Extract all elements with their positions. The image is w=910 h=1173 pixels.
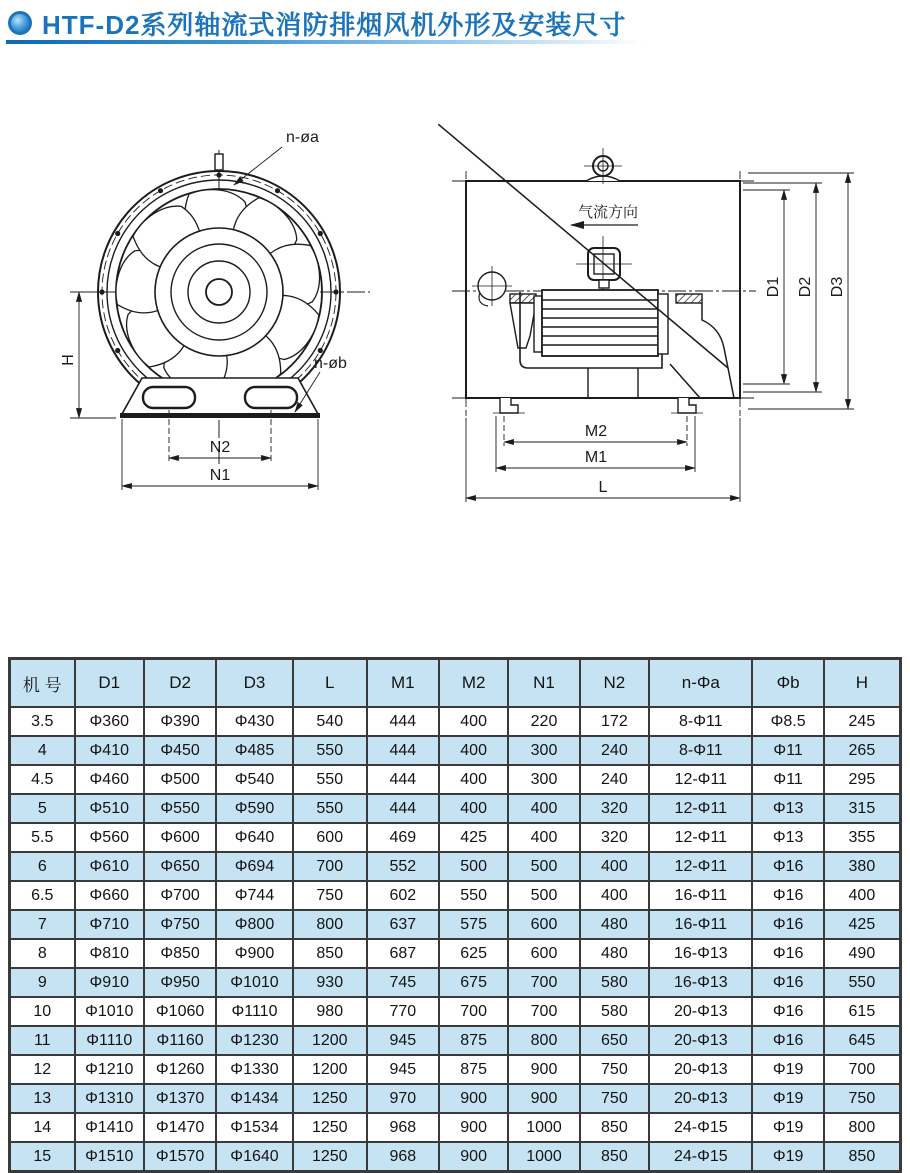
table-cell: 575 (439, 910, 508, 939)
table-cell: Φ1310 (75, 1084, 144, 1113)
table-cell: Φ19 (752, 1142, 823, 1172)
table-cell: Φ1060 (144, 997, 216, 1026)
table-cell: 8 (10, 939, 75, 968)
table-cell: 315 (824, 794, 901, 823)
column-header: N2 (580, 659, 649, 708)
table-cell: 13 (10, 1084, 75, 1113)
table-cell: 750 (293, 881, 367, 910)
table-cell: 700 (293, 852, 367, 881)
table-cell: 875 (439, 1026, 508, 1055)
column-header: Φb (752, 659, 823, 708)
table-cell: Φ13 (752, 823, 823, 852)
table-cell: 625 (439, 939, 508, 968)
table-row (10, 736, 901, 765)
table-row (10, 794, 901, 823)
table-cell: 12-Φ11 (649, 823, 752, 852)
table-cell: 700 (508, 968, 579, 997)
label-d2: D2 (797, 276, 814, 298)
table-cell: 12 (10, 1055, 75, 1084)
fan-side-view-drawing (438, 124, 878, 524)
table-cell: 16-Φ13 (649, 968, 752, 997)
table-cell: Φ460 (75, 765, 144, 794)
table-cell: 875 (439, 1055, 508, 1084)
table-cell: 600 (508, 939, 579, 968)
table-cell: Φ1010 (216, 968, 293, 997)
page-header (8, 6, 902, 40)
table-cell: 1000 (508, 1113, 579, 1142)
table-cell: 970 (367, 1084, 439, 1113)
page-title: HTF-D2系列轴流式消防排烟风机外形及安装尺寸 (42, 9, 627, 40)
table-cell: 1250 (293, 1084, 367, 1113)
table-cell: 615 (824, 997, 901, 1026)
table-cell: 6 (10, 852, 75, 881)
table-cell: Φ710 (75, 910, 144, 939)
table-cell: 500 (508, 852, 579, 881)
table-cell: Φ1534 (216, 1113, 293, 1142)
label-d3: D3 (829, 276, 846, 298)
table-cell: Φ1640 (216, 1142, 293, 1172)
table-cell: Φ1330 (216, 1055, 293, 1084)
table-cell: 850 (824, 1142, 901, 1172)
table-row (10, 997, 901, 1026)
table-cell: 15 (10, 1142, 75, 1172)
table-cell: 500 (508, 881, 579, 910)
table-cell: Φ1110 (216, 997, 293, 1026)
table-cell: 469 (367, 823, 439, 852)
table-cell: 600 (293, 823, 367, 852)
table-cell: 700 (824, 1055, 901, 1084)
table-cell: 355 (824, 823, 901, 852)
table-cell: Φ1470 (144, 1113, 216, 1142)
table-cell: Φ1210 (75, 1055, 144, 1084)
table-cell: 24-Φ15 (649, 1113, 752, 1142)
table-cell: 850 (580, 1113, 649, 1142)
column-header: L (293, 659, 367, 708)
table-cell: 9 (10, 968, 75, 997)
table-cell: 900 (439, 1084, 508, 1113)
table-cell: 400 (580, 881, 649, 910)
table-cell: 580 (580, 968, 649, 997)
table-cell: 400 (824, 881, 901, 910)
table-cell: 245 (824, 707, 901, 736)
table-cell: 4 (10, 736, 75, 765)
table-cell: 900 (508, 1084, 579, 1113)
table-cell: 20-Φ13 (649, 1055, 752, 1084)
table-cell: 444 (367, 707, 439, 736)
table-cell: Φ16 (752, 910, 823, 939)
column-header: n-Φa (649, 659, 752, 708)
table-cell: 900 (508, 1055, 579, 1084)
label-n1: N1 (209, 467, 231, 484)
column-header: M1 (367, 659, 439, 708)
table-cell: 7 (10, 910, 75, 939)
table-row (10, 968, 901, 997)
table-cell: 3.5 (10, 707, 75, 736)
table-cell: 1250 (293, 1142, 367, 1172)
table-cell: Φ16 (752, 881, 823, 910)
table-cell: Φ950 (144, 968, 216, 997)
table-cell: 687 (367, 939, 439, 968)
table-cell: Φ16 (752, 852, 823, 881)
table-cell: 1250 (293, 1113, 367, 1142)
table-cell: 602 (367, 881, 439, 910)
table-cell: Φ485 (216, 736, 293, 765)
label-d1: D1 (765, 276, 782, 298)
table-cell: Φ16 (752, 939, 823, 968)
table-cell: 400 (439, 765, 508, 794)
table-cell: 10 (10, 997, 75, 1026)
table-cell: 850 (580, 1142, 649, 1172)
table-cell: 240 (580, 765, 649, 794)
table-cell: 380 (824, 852, 901, 881)
table-cell: 172 (580, 707, 649, 736)
table-cell: 968 (367, 1142, 439, 1172)
table-cell: 320 (580, 823, 649, 852)
table-cell: Φ410 (75, 736, 144, 765)
table-cell: Φ800 (216, 910, 293, 939)
table-cell: 700 (439, 997, 508, 1026)
title-underline (6, 40, 646, 44)
column-header: D1 (75, 659, 144, 708)
table-row (10, 939, 901, 968)
table-cell: Φ1110 (75, 1026, 144, 1055)
table-cell: 14 (10, 1113, 75, 1142)
table-cell: Φ1510 (75, 1142, 144, 1172)
table-cell: 11 (10, 1026, 75, 1055)
table-cell: 12-Φ11 (649, 852, 752, 881)
dimension-table (8, 657, 902, 1173)
table-cell: Φ1230 (216, 1026, 293, 1055)
table-cell: Φ19 (752, 1084, 823, 1113)
table-cell: 12-Φ11 (649, 765, 752, 794)
table-cell: 400 (439, 794, 508, 823)
table-cell: Φ510 (75, 794, 144, 823)
table-cell: Φ11 (752, 765, 823, 794)
table-row (10, 1026, 901, 1055)
label-n-phi-a: n-øa (286, 129, 319, 146)
table-cell: Φ810 (75, 939, 144, 968)
table-cell: Φ590 (216, 794, 293, 823)
table-cell: 550 (439, 881, 508, 910)
label-n2: N2 (209, 439, 231, 456)
table-cell: 20-Φ13 (649, 1026, 752, 1055)
table-cell: 4.5 (10, 765, 75, 794)
table-cell: Φ19 (752, 1113, 823, 1142)
column-header: M2 (439, 659, 508, 708)
table-row (10, 1113, 901, 1142)
table-cell: 580 (580, 997, 649, 1026)
table-cell: 220 (508, 707, 579, 736)
fan-front-view-drawing (52, 122, 392, 522)
table-cell: Φ744 (216, 881, 293, 910)
table-cell: Φ910 (75, 968, 144, 997)
table-cell: 240 (580, 736, 649, 765)
table-cell: 675 (439, 968, 508, 997)
label-airflow-direction: 气流方向 (577, 204, 639, 221)
table-cell: 945 (367, 1026, 439, 1055)
table-cell: Φ640 (216, 823, 293, 852)
table-cell: 945 (367, 1055, 439, 1084)
table-cell: 550 (293, 765, 367, 794)
table-cell: Φ1410 (75, 1113, 144, 1142)
table-cell: 20-Φ13 (649, 1084, 752, 1113)
table-cell: 320 (580, 794, 649, 823)
table-cell: Φ540 (216, 765, 293, 794)
table-cell: 444 (367, 794, 439, 823)
table-cell: 16-Φ11 (649, 910, 752, 939)
table-cell: 800 (824, 1113, 901, 1142)
table-cell: Φ450 (144, 736, 216, 765)
table-cell: 400 (580, 852, 649, 881)
column-header: D3 (216, 659, 293, 708)
table-cell: 8-Φ11 (649, 707, 752, 736)
table-cell: Φ900 (216, 939, 293, 968)
dimension-table-section (8, 657, 902, 1173)
table-cell: 540 (293, 707, 367, 736)
table-cell: Φ1370 (144, 1084, 216, 1113)
table-cell: 425 (824, 910, 901, 939)
table-cell: 800 (508, 1026, 579, 1055)
table-cell: Φ16 (752, 1026, 823, 1055)
table-cell: 12-Φ11 (649, 794, 752, 823)
table-row (10, 910, 901, 939)
table-cell: Φ750 (144, 910, 216, 939)
table-cell: Φ11 (752, 736, 823, 765)
column-header: H (824, 659, 901, 708)
label-m2: M2 (584, 423, 608, 440)
table-head (10, 659, 901, 708)
label-n-phi-b: n-øb (314, 355, 347, 372)
table-cell: 5.5 (10, 823, 75, 852)
table-cell: Φ1260 (144, 1055, 216, 1084)
column-header: N1 (508, 659, 579, 708)
table-cell: 16-Φ13 (649, 939, 752, 968)
table-cell: 750 (824, 1084, 901, 1113)
table-cell: 400 (439, 707, 508, 736)
table-cell: Φ1570 (144, 1142, 216, 1172)
label-m1: M1 (584, 449, 608, 466)
table-cell: 500 (439, 852, 508, 881)
table-cell: Φ700 (144, 881, 216, 910)
table-cell: 900 (439, 1142, 508, 1172)
table-cell: 700 (508, 997, 579, 1026)
label-h: H (60, 354, 77, 366)
table-cell: Φ360 (75, 707, 144, 736)
table-cell: Φ1010 (75, 997, 144, 1026)
table-cell: 1200 (293, 1055, 367, 1084)
table-cell: 24-Φ15 (649, 1142, 752, 1172)
table-cell: 550 (824, 968, 901, 997)
table-row (10, 1142, 901, 1172)
column-header: D2 (144, 659, 216, 708)
table-cell: Φ560 (75, 823, 144, 852)
table-row (10, 1084, 901, 1113)
table-cell: 8-Φ11 (649, 736, 752, 765)
table-cell: Φ694 (216, 852, 293, 881)
table-cell: Φ660 (75, 881, 144, 910)
table-cell: Φ13 (752, 794, 823, 823)
table-cell: 745 (367, 968, 439, 997)
table-row (10, 881, 901, 910)
table-cell: 400 (439, 736, 508, 765)
table-cell: Φ1160 (144, 1026, 216, 1055)
table-cell: Φ430 (216, 707, 293, 736)
table-cell: 300 (508, 765, 579, 794)
table-cell: 550 (293, 794, 367, 823)
table-cell: Φ650 (144, 852, 216, 881)
table-cell: Φ610 (75, 852, 144, 881)
table-cell: 968 (367, 1113, 439, 1142)
table-cell: 480 (580, 910, 649, 939)
table-cell: 444 (367, 765, 439, 794)
table-cell: 980 (293, 997, 367, 1026)
table-cell: 6.5 (10, 881, 75, 910)
table-cell: 1200 (293, 1026, 367, 1055)
table-cell: 750 (580, 1055, 649, 1084)
table-cell: Φ16 (752, 997, 823, 1026)
table-cell: 480 (580, 939, 649, 968)
column-header: 机 号 (10, 659, 75, 708)
table-cell: 5 (10, 794, 75, 823)
table-cell: 552 (367, 852, 439, 881)
table-cell: 645 (824, 1026, 901, 1055)
table-cell: Φ550 (144, 794, 216, 823)
table-cell: Φ19 (752, 1055, 823, 1084)
table-cell: 490 (824, 939, 901, 968)
table-cell: 770 (367, 997, 439, 1026)
table-cell: 16-Φ11 (649, 881, 752, 910)
table-cell: 400 (508, 823, 579, 852)
table-cell: 850 (293, 939, 367, 968)
table-cell: 900 (439, 1113, 508, 1142)
table-header-row (10, 659, 901, 708)
table-body (10, 707, 901, 1172)
table-cell: Φ390 (144, 707, 216, 736)
table-cell: 650 (580, 1026, 649, 1055)
table-cell: Φ850 (144, 939, 216, 968)
table-row (10, 852, 901, 881)
table-cell: Φ500 (144, 765, 216, 794)
table-cell: 300 (508, 736, 579, 765)
double-circle-icon (8, 11, 32, 35)
table-cell: 20-Φ13 (649, 997, 752, 1026)
table-cell: Φ600 (144, 823, 216, 852)
table-cell: 550 (293, 736, 367, 765)
table-cell: 444 (367, 736, 439, 765)
table-cell: 265 (824, 736, 901, 765)
table-cell: Φ1434 (216, 1084, 293, 1113)
table-row (10, 1055, 901, 1084)
table-cell: Φ16 (752, 968, 823, 997)
table-cell: Φ8.5 (752, 707, 823, 736)
table-cell: 400 (508, 794, 579, 823)
table-cell: 1000 (508, 1142, 579, 1172)
table-cell: 637 (367, 910, 439, 939)
table-cell: 425 (439, 823, 508, 852)
table-cell: 800 (293, 910, 367, 939)
table-cell: 600 (508, 910, 579, 939)
table-row (10, 765, 901, 794)
table-row (10, 823, 901, 852)
label-l: L (598, 479, 608, 496)
table-row (10, 707, 901, 736)
table-cell: 750 (580, 1084, 649, 1113)
table-cell: 930 (293, 968, 367, 997)
table-cell: 295 (824, 765, 901, 794)
